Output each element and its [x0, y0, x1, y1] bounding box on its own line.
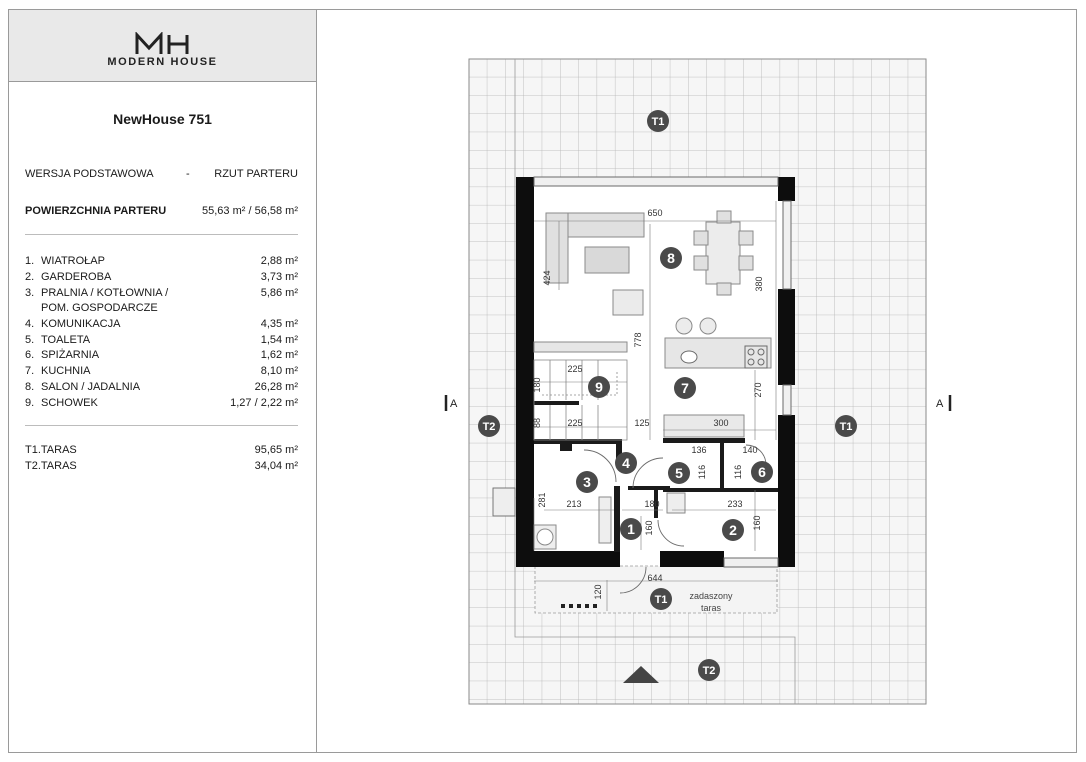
logo-header	[9, 10, 316, 82]
room-row	[25, 349, 298, 361]
dimension-label: 225	[567, 364, 583, 374]
dimension-label: 424	[542, 270, 552, 286]
terrace-row	[25, 460, 298, 472]
room-marker-7	[674, 377, 696, 399]
room-num: 7.	[25, 365, 35, 377]
dimension-label: 116	[733, 464, 743, 480]
dimension-label: 160	[752, 515, 762, 531]
room-num: 8.	[25, 381, 35, 393]
room-name: PRALNIA / KOTŁOWNIA /	[41, 287, 169, 299]
terrace-name: T2.TARAS	[25, 460, 77, 472]
dimension-label: 281	[537, 492, 547, 508]
dimension-label: 140	[742, 445, 758, 455]
area-total-row	[25, 205, 298, 217]
terrace-row	[25, 444, 298, 456]
sink-icon	[681, 351, 697, 363]
room-area: 1,54 m²	[260, 334, 298, 346]
room-marker-2	[722, 519, 744, 541]
room-area: 1,62 m²	[260, 349, 298, 361]
terrace-marker-label: T1	[654, 594, 668, 606]
room-num: 4.	[25, 318, 35, 330]
room-name: KOMUNIKACJA	[41, 318, 121, 330]
room-num: 2.	[25, 271, 35, 283]
room-area: 1,27 / 2,22 m²	[230, 397, 298, 409]
dimension-label: 180	[532, 377, 542, 393]
area-total-value: 55,63 m² / 56,58 m²	[202, 205, 298, 217]
terrace-marker-label: T2	[482, 421, 496, 433]
room-name: WIATROŁAP	[41, 255, 105, 267]
room-row	[25, 381, 298, 393]
room-area: 8,10 m²	[260, 365, 298, 377]
room-row	[25, 255, 298, 267]
area-total-label: POWIERZCHNIA PARTERU	[25, 205, 167, 217]
terrace-marker	[835, 415, 857, 437]
dimension-label: 180	[644, 499, 660, 509]
room-marker-8	[660, 247, 682, 269]
version-label: WERSJA PODSTAWOWA	[25, 168, 154, 180]
dimension-label: 644	[647, 573, 663, 583]
terrace-marker	[650, 588, 672, 610]
dimension-label: 270	[753, 382, 763, 398]
room-area: 5,86 m²	[260, 287, 298, 299]
room-marker-label: 9	[595, 379, 603, 395]
dimension-label: 88	[532, 417, 542, 429]
room-name: SCHOWEK	[41, 397, 98, 409]
room-num: 1.	[25, 255, 35, 267]
version-view: RZUT PARTERU	[214, 168, 298, 180]
room-name: SALON / JADALNIA	[41, 381, 141, 393]
terrace-marker	[647, 110, 669, 132]
brand-name: MODERN HOUSE	[107, 56, 218, 68]
room-marker-1	[620, 518, 642, 540]
room-marker-label: 7	[681, 380, 689, 396]
dimension-label: 778	[633, 332, 643, 348]
dimension-label: 233	[727, 499, 743, 509]
room-name: KUCHNIA	[41, 365, 91, 377]
terrace-marker-label: T1	[839, 421, 853, 433]
separator	[25, 234, 298, 235]
room-marker-5	[668, 462, 690, 484]
version-row	[25, 168, 298, 180]
section-label: A	[936, 398, 944, 410]
terrace-marker	[698, 659, 720, 681]
terrace-area: 34,04 m²	[254, 460, 298, 472]
terrace-area: 95,65 m²	[254, 444, 298, 456]
room-name: TOALETA	[41, 334, 91, 346]
section-mark-right	[936, 395, 950, 411]
room-area: 26,28 m²	[254, 381, 298, 393]
room-marker-label: 1	[627, 521, 635, 537]
separator	[25, 425, 298, 426]
project-title: NewHouse 751	[113, 111, 212, 127]
dimension-label: 650	[647, 208, 663, 218]
dimension-label: 116	[697, 464, 707, 480]
room-marker-label: 6	[758, 464, 766, 480]
dimension-label: 125	[634, 418, 650, 428]
room-row	[25, 365, 298, 377]
section-mark-left	[446, 395, 458, 411]
dimension-label: 213	[566, 499, 582, 509]
room-marker-9	[588, 376, 610, 398]
section-label: A	[450, 398, 458, 410]
room-name: GARDEROBA	[41, 271, 112, 283]
dimension-label: 160	[644, 520, 654, 536]
room-num: 9.	[25, 397, 35, 409]
terrace-marker-label: T2	[702, 665, 716, 677]
room-num: 6.	[25, 349, 35, 361]
room-marker-label: 8	[667, 250, 675, 266]
dimension-label: 380	[754, 276, 764, 292]
room-marker-4	[615, 452, 637, 474]
room-row	[25, 318, 298, 330]
room-marker-label: 4	[622, 455, 630, 471]
mh-logo-icon	[135, 32, 195, 56]
room-area: 3,73 m²	[260, 271, 298, 283]
room-marker-3	[576, 471, 598, 493]
dimension-label: 300	[713, 418, 729, 428]
version-dash: -	[186, 168, 190, 180]
room-marker-label: 3	[583, 474, 591, 490]
room-area: 2,88 m²	[260, 255, 298, 267]
covered-terrace-label: zadaszony	[689, 591, 733, 601]
room-marker-label: 5	[675, 465, 683, 481]
terrace-marker	[478, 415, 500, 437]
room-name-line2: POM. GOSPODARCZE	[41, 302, 158, 314]
dimension-label: 225	[567, 418, 583, 428]
room-row	[25, 397, 298, 409]
terrace-name: T1.TARAS	[25, 444, 77, 456]
room-row	[25, 334, 298, 346]
dimension-label: 136	[691, 445, 707, 455]
covered-terrace-label: taras	[700, 603, 722, 613]
floor-plan	[317, 10, 1075, 752]
room-name: SPIŻARNIA	[41, 349, 100, 361]
room-num: 3.	[25, 287, 35, 299]
room-row	[25, 271, 298, 283]
dimension-label: 120	[593, 584, 603, 600]
room-marker-6	[751, 461, 773, 483]
room-area: 4,35 m²	[260, 318, 298, 330]
terrace-marker-label: T1	[651, 116, 665, 128]
room-row	[25, 287, 298, 299]
room-marker-label: 2	[729, 522, 737, 538]
room-num: 5.	[25, 334, 35, 346]
